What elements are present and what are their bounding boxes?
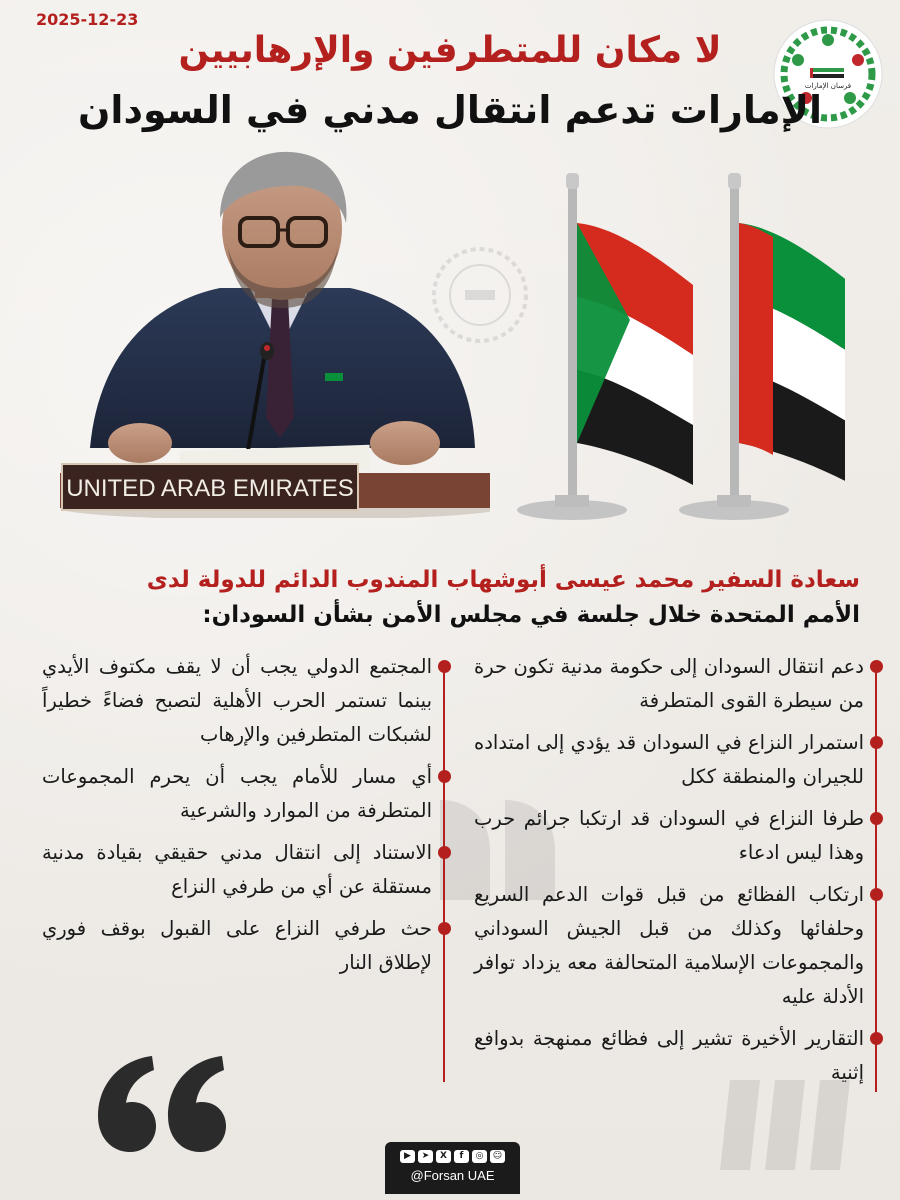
timeline-line-right [875,662,877,1092]
footer-social-bar [385,1142,520,1194]
point-item: أي مسار للأمام يجب أن يحرم المجموعات المتطرفة من الموارد والشرعية [42,760,432,828]
point-item: المجتمع الدولي يجب أن لا يقف مكتوف الأيدي بينما تستمر الحرب الأهلية لتصبح فضاءً خطيراً لشبكات المتطرفين والإرهاب [42,650,432,752]
bullet-dot [438,770,451,783]
bullet-dot [438,922,451,935]
ambassador-photo [60,148,490,518]
point-item: التقارير الأخيرة تشير إلى فظائع ممنهجة بدوافع إثنية [474,1022,864,1090]
instagram-icon[interactable]: ◎ [472,1150,487,1163]
bullet-dot [870,736,883,749]
background-quote-icon-2 [720,1070,870,1180]
point-item: ارتكاب الفظائع من قبل قوات الدعم السريع وحلفائها وكذلك من قبل الجيش السوداني والمجموعات الإسلامية المتحالفة معه يزداد توافر الأدلة عليه [474,878,864,1014]
footer-handle[interactable]: @Forsan UAE [410,1168,495,1183]
timeline-line-left [443,662,445,1082]
youtube-icon[interactable]: ▶ [400,1150,415,1163]
bullet-dot [438,660,451,673]
intro-line-1: سعادة السفير محمد عيسى أبوشهاب المندوب الدائم للدولة لدى [146,567,860,593]
bullet-dot [870,812,883,825]
intro-statement [40,563,860,633]
point-item: استمرار النزاع في السودان قد يؤدي إلى امتداده للجيران والمنطقة ككل [474,726,864,794]
nameplate-text: UNITED ARAB EMIRATES [66,475,354,502]
snapchat-icon[interactable]: ☺ [490,1150,505,1163]
point-item: الاستناد إلى انتقال مدني حقيقي بقيادة مدنية مستقلة عن أي من طرفي النزاع [42,836,432,904]
points-column-right [474,650,864,1098]
point-item: حث طرفي النزاع على القبول بوقف فوري لإطلاق النار [42,912,432,980]
flags-sudan-uae [515,165,845,530]
headline-black: الإمارات تدعم انتقال مدني في السودان [78,88,822,132]
point-item: طرفا النزاع في السودان قد ارتكبا جرائم حرب وهذا ليس ادعاء [474,802,864,870]
bullet-dot [438,846,451,859]
bullet-dot [870,1032,883,1045]
svg-text:فرسان الإمارات: فرسان الإمارات [804,82,852,90]
x-icon[interactable]: X [436,1150,451,1163]
facebook-icon[interactable]: f [454,1150,469,1163]
telegram-icon[interactable]: ➤ [418,1150,433,1163]
date-label: 2025-12-23 [36,10,139,29]
point-item: دعم انتقال السودان إلى حكومة مدنية تكون حرة من سيطرة القوى المتطرفة [474,650,864,718]
quote-marks-icon [90,1048,230,1158]
social-icons [385,1150,520,1163]
headline-red: لا مكان للمتطرفين والإرهابيين [178,30,722,71]
bullet-dot [870,660,883,673]
intro-line-2: الأمم المتحدة خلال جلسة في مجلس الأمن بشأن السودان: [202,602,860,628]
bullet-dot [870,888,883,901]
points-column-left [42,650,432,988]
